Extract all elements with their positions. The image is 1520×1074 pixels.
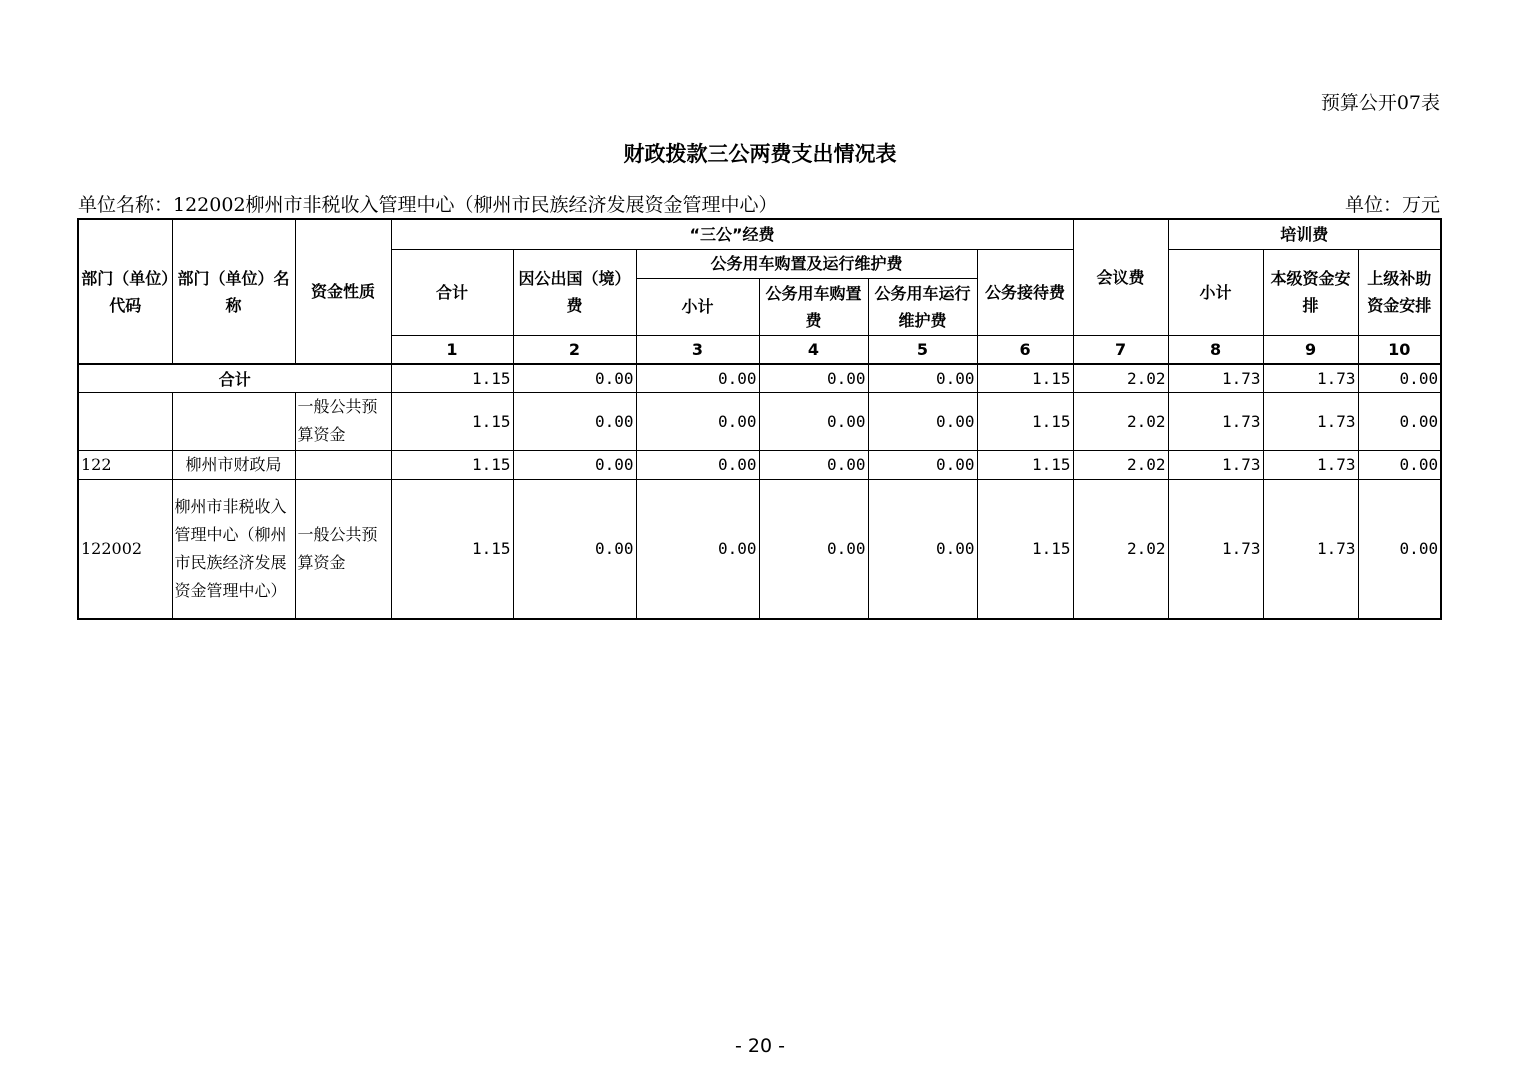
table-row bbox=[78, 479, 1441, 619]
cell-value: 0.00 bbox=[636, 479, 759, 619]
header-training: 培训费 bbox=[1168, 219, 1441, 249]
header-training-subtotal: 小计 bbox=[1168, 249, 1263, 335]
cell-value: 1.15 bbox=[391, 364, 513, 392]
header-reception: 公务接待费 bbox=[977, 249, 1073, 335]
cell-value: 0.00 bbox=[759, 450, 868, 479]
cell-value: 2.02 bbox=[1073, 450, 1168, 479]
cell-value: 1.73 bbox=[1263, 364, 1358, 392]
cell-value: 0.00 bbox=[636, 392, 759, 450]
col-number: 1 bbox=[391, 335, 513, 364]
cell-value: 0.00 bbox=[759, 392, 868, 450]
cell-value: 1.15 bbox=[391, 392, 513, 450]
cell-fund-nature: 一般公共预算资金 bbox=[295, 392, 391, 450]
header-meeting: 会议费 bbox=[1073, 219, 1168, 335]
cell-value: 1.73 bbox=[1263, 392, 1358, 450]
cell-value: 0.00 bbox=[759, 479, 868, 619]
cell-value: 1.73 bbox=[1168, 364, 1263, 392]
cell-value: 1.73 bbox=[1263, 450, 1358, 479]
header-vehicle-operation: 公务用车运行维护费 bbox=[868, 278, 977, 335]
cell-value: 0.00 bbox=[868, 479, 977, 619]
col-number: 9 bbox=[1263, 335, 1358, 364]
col-number: 3 bbox=[636, 335, 759, 364]
col-number: 6 bbox=[977, 335, 1073, 364]
cell-value: 1.15 bbox=[977, 392, 1073, 450]
header-dept-name: 部门（单位）名称 bbox=[172, 219, 295, 364]
cell-value: 0.00 bbox=[636, 450, 759, 479]
cell-fund-nature bbox=[295, 450, 391, 479]
cell-dept-code: 122 bbox=[78, 450, 172, 479]
cell-value: 2.02 bbox=[1073, 392, 1168, 450]
cell-value: 1.15 bbox=[391, 479, 513, 619]
col-number: 4 bbox=[759, 335, 868, 364]
cell-value: 1.73 bbox=[1168, 392, 1263, 450]
cell-value: 1.15 bbox=[977, 479, 1073, 619]
table-row-total bbox=[78, 364, 1441, 392]
cell-dept-name bbox=[172, 392, 295, 450]
cell-value: 0.00 bbox=[868, 392, 977, 450]
unit-name: 单位名称：122002柳州市非税收入管理中心（柳州市民族经济发展资金管理中心） bbox=[78, 194, 778, 216]
cell-value: 1.15 bbox=[977, 450, 1073, 479]
col-number: 5 bbox=[868, 335, 977, 364]
cell-value: 1.73 bbox=[1168, 479, 1263, 619]
header-sangong: “三公”经费 bbox=[391, 219, 1073, 249]
header-sangong-total: 合计 bbox=[391, 249, 513, 335]
cell-value: 0.00 bbox=[513, 392, 636, 450]
cell-value: 0.00 bbox=[1358, 392, 1441, 450]
cell-value: 2.02 bbox=[1073, 364, 1168, 392]
header-fund-nature: 资金性质 bbox=[295, 219, 391, 364]
header-vehicle-purchase: 公务用车购置费 bbox=[759, 278, 868, 335]
col-number: 2 bbox=[513, 335, 636, 364]
cell-value: 1.15 bbox=[391, 450, 513, 479]
cell-value: 0.00 bbox=[1358, 479, 1441, 619]
page-number: - 20 - bbox=[735, 1035, 785, 1057]
cell-dept-code: 122002 bbox=[78, 479, 172, 619]
cell-fund-nature: 一般公共预算资金 bbox=[295, 479, 391, 619]
cell-value: 0.00 bbox=[1358, 364, 1441, 392]
cell-value: 0.00 bbox=[513, 364, 636, 392]
cell-value: 0.00 bbox=[868, 450, 977, 479]
cell-value: 0.00 bbox=[1358, 450, 1441, 479]
cell-dept-name: 柳州市非税收入管理中心（柳州市民族经济发展资金管理中心） bbox=[172, 479, 295, 619]
header-vehicle: 公务用车购置及运行维护费 bbox=[636, 249, 977, 278]
cell-value: 0.00 bbox=[759, 364, 868, 392]
expenditure-table bbox=[77, 218, 1442, 620]
cell-dept-code bbox=[78, 392, 172, 450]
header-training-local: 本级资金安排 bbox=[1263, 249, 1358, 335]
cell-value: 2.02 bbox=[1073, 479, 1168, 619]
cell-value: 0.00 bbox=[868, 364, 977, 392]
cell-value: 0.00 bbox=[513, 479, 636, 619]
row-label-total: 合计 bbox=[78, 364, 391, 392]
page-title: 财政拨款三公两费支出情况表 bbox=[623, 142, 897, 166]
header-dept-code: 部门（单位）代码 bbox=[78, 219, 172, 364]
header-vehicle-subtotal: 小计 bbox=[636, 278, 759, 335]
cell-value: 0.00 bbox=[636, 364, 759, 392]
cell-value: 0.00 bbox=[513, 450, 636, 479]
cell-dept-name: 柳州市财政局 bbox=[172, 450, 295, 479]
table-row bbox=[78, 392, 1441, 450]
form-id: 预算公开07表 bbox=[1320, 92, 1440, 114]
cell-value: 1.73 bbox=[1263, 479, 1358, 619]
cell-value: 1.73 bbox=[1168, 450, 1263, 479]
col-number: 8 bbox=[1168, 335, 1263, 364]
col-number: 10 bbox=[1358, 335, 1441, 364]
col-number: 7 bbox=[1073, 335, 1168, 364]
header-training-subsidy: 上级补助资金安排 bbox=[1358, 249, 1441, 335]
unit-label: 单位：万元 bbox=[1344, 194, 1440, 216]
table-row bbox=[78, 450, 1441, 479]
cell-value: 1.15 bbox=[977, 364, 1073, 392]
header-overseas: 因公出国（境）费 bbox=[513, 249, 636, 335]
